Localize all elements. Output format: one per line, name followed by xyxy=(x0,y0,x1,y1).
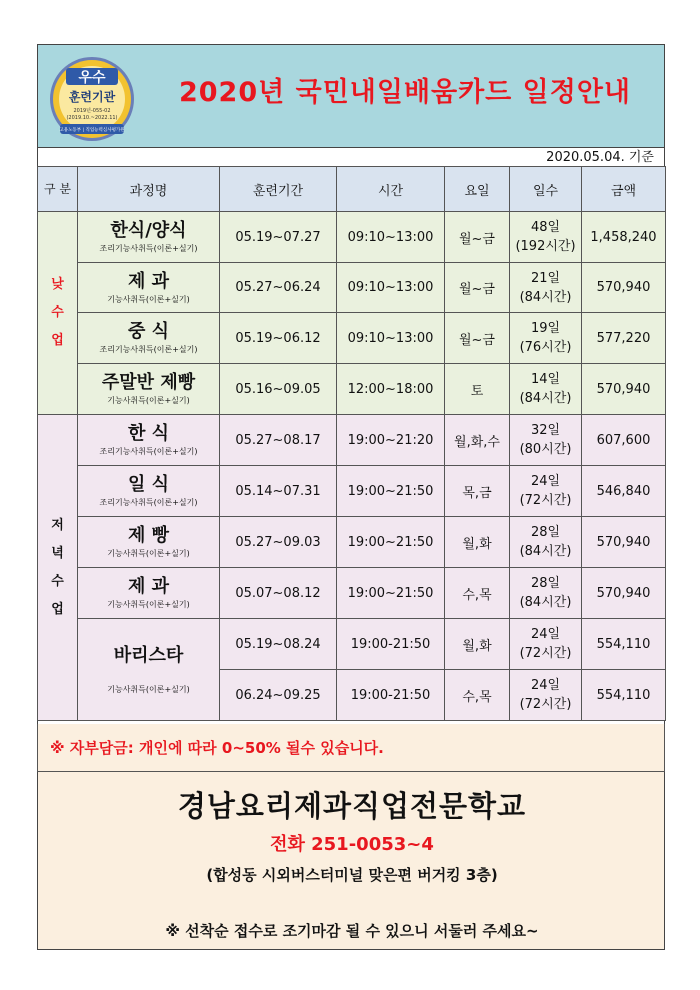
amount-cell: 607,600 xyxy=(582,415,666,466)
time-cell: 09:10~13:00 xyxy=(337,313,445,364)
period-cell: 06.24~09.25 xyxy=(220,670,337,721)
days-cell: 24일 (72시간) xyxy=(510,670,582,721)
days-cell: 28일 (84시간) xyxy=(510,568,582,619)
phone-number: 전화 251-0053~4 xyxy=(270,834,434,855)
amount-cell: 554,110 xyxy=(582,670,666,721)
school-address: (합성동 시외버스터미널 맞은편 버거킹 3층) xyxy=(206,866,498,884)
table-row xyxy=(38,415,666,466)
time-cell: 12:00~18:00 xyxy=(337,364,445,415)
days-cell: 32일 (80시간) xyxy=(510,415,582,466)
course-cell xyxy=(78,466,220,517)
weekday-cell: 수,목 xyxy=(445,568,510,619)
period-cell: 05.27~06.24 xyxy=(220,263,337,313)
course-cell xyxy=(78,364,220,415)
table-row xyxy=(38,212,666,263)
course-sub: 기능사취득(이론+실기) xyxy=(107,600,190,609)
days-cell: 24일 (72시간) xyxy=(510,619,582,670)
header-course: 과정명 xyxy=(78,167,220,212)
course-cell xyxy=(78,263,220,313)
amount-cell: 570,940 xyxy=(582,568,666,619)
period-cell: 05.14~07.31 xyxy=(220,466,337,517)
course-name: 일 식 xyxy=(127,474,170,495)
amount-cell: 546,840 xyxy=(582,466,666,517)
time-cell: 19:00~21:20 xyxy=(337,415,445,466)
amount-cell: 1,458,240 xyxy=(582,212,666,263)
course-sub: 조리기능사취득(이론+실기) xyxy=(99,345,198,354)
header-days: 일수 xyxy=(510,167,582,212)
reference-date: 2020.05.04. 기준 xyxy=(37,148,665,167)
group-night-label: 저 녁 수 업 xyxy=(38,415,78,721)
table-row xyxy=(38,517,666,568)
weekday-cell: 수,목 xyxy=(445,670,510,721)
table-row xyxy=(38,619,666,670)
course-name: 중 식 xyxy=(127,321,170,342)
days-cell: 21일 (84시간) xyxy=(510,263,582,313)
time-cell: 19:00-21:50 xyxy=(337,670,445,721)
days-cell: 19일 (76시간) xyxy=(510,313,582,364)
course-name: 제 과 xyxy=(127,576,170,597)
header-weekday: 요일 xyxy=(445,167,510,212)
course-cell xyxy=(78,568,220,619)
time-cell: 19:00~21:50 xyxy=(337,517,445,568)
table-row xyxy=(38,313,666,364)
header-period: 훈련기간 xyxy=(220,167,337,212)
period-cell: 05.16~09.05 xyxy=(220,364,337,415)
badge-top-text: 우수 xyxy=(78,70,106,86)
badge-main-text: 훈련기관 xyxy=(68,90,116,104)
period-cell: 05.27~09.03 xyxy=(220,517,337,568)
header-group: 구 분 xyxy=(38,167,78,212)
course-sub: 기능사취득(이론+실기) xyxy=(107,396,190,405)
course-cell xyxy=(78,415,220,466)
self-pay-notice: ※ 자부담금: 개인에 따라 0~50% 될수 있습니다. xyxy=(37,724,665,772)
days-cell: 48일 (192시간) xyxy=(510,212,582,263)
time-cell: 09:10~13:00 xyxy=(337,263,445,313)
group-day-label: 낮 수 업 xyxy=(38,212,78,415)
schedule-table xyxy=(37,166,666,721)
weekday-cell: 월~금 xyxy=(445,263,510,313)
weekday-cell: 목,금 xyxy=(445,466,510,517)
header-amount: 금액 xyxy=(582,167,666,212)
period-cell: 05.19~06.12 xyxy=(220,313,337,364)
table-row xyxy=(38,466,666,517)
header-time: 시간 xyxy=(337,167,445,212)
table-row xyxy=(38,263,666,313)
table-row xyxy=(38,364,666,415)
time-cell: 19:00-21:50 xyxy=(337,619,445,670)
course-name: 제 과 xyxy=(127,270,170,292)
course-sub: 조리기능사취득(이론+실기) xyxy=(99,244,198,253)
period-cell: 05.27~08.17 xyxy=(220,415,337,466)
days-cell: 28일 (84시간) xyxy=(510,517,582,568)
course-cell xyxy=(78,517,220,568)
table-header-row xyxy=(38,167,666,212)
course-sub: 조리기능사취득(이론+실기) xyxy=(99,447,198,456)
weekday-cell: 월,화,수 xyxy=(445,415,510,466)
time-cell: 09:10~13:00 xyxy=(337,212,445,263)
weekday-cell: 토 xyxy=(445,364,510,415)
amount-cell: 577,220 xyxy=(582,313,666,364)
registration-note: ※ 선착순 접수로 조기마감 될 수 있으니 서둘러 주세요~ xyxy=(165,922,539,940)
days-cell: 14일 (84시간) xyxy=(510,364,582,415)
period-cell: 05.19~08.24 xyxy=(220,619,337,670)
course-name: 제 빵 xyxy=(127,525,170,546)
course-cell xyxy=(78,619,220,721)
course-sub: 조리기능사취득(이론+실기) xyxy=(99,498,198,507)
page-title: 2020년 국민내일배움카드 일정안내 xyxy=(178,77,631,108)
weekday-cell: 월~금 xyxy=(445,313,510,364)
badge-small-text-1: 2019년-055-02 xyxy=(73,108,111,114)
amount-cell: 570,940 xyxy=(582,364,666,415)
school-name: 경남요리제과직업전문학교 xyxy=(177,789,527,823)
weekday-cell: 월,화 xyxy=(445,619,510,670)
days-cell: 24일 (72시간) xyxy=(510,466,582,517)
course-name: 주말반 제빵 xyxy=(101,372,196,393)
period-cell: 05.07~08.12 xyxy=(220,568,337,619)
weekday-cell: 월,화 xyxy=(445,517,510,568)
time-cell: 19:00~21:50 xyxy=(337,466,445,517)
course-sub: 기능사취득(이론+실기) xyxy=(107,294,190,304)
weekday-cell: 월~금 xyxy=(445,212,510,263)
period-cell: 05.19~07.27 xyxy=(220,212,337,263)
school-info-box xyxy=(37,772,665,950)
badge-ring-text: 고용노동부 | 직업능력심사평가원 xyxy=(59,128,125,133)
course-name: 한 식 xyxy=(127,423,170,444)
amount-cell: 570,940 xyxy=(582,517,666,568)
table-row xyxy=(38,568,666,619)
excellent-institution-badge xyxy=(46,56,138,142)
course-cell xyxy=(78,212,220,263)
course-name: 한식/양식 xyxy=(110,220,187,241)
course-sub: 기능사취득(이론+실기) xyxy=(107,549,190,558)
time-cell: 19:00~21:50 xyxy=(337,568,445,619)
course-sub: 기능사취득(이론+실기) xyxy=(107,684,190,694)
badge-small-text-2: (2019.10.~2022.11) xyxy=(66,115,118,121)
course-name: 바리스타 xyxy=(113,644,184,666)
course-cell xyxy=(78,313,220,364)
amount-cell: 570,940 xyxy=(582,263,666,313)
amount-cell: 554,110 xyxy=(582,619,666,670)
